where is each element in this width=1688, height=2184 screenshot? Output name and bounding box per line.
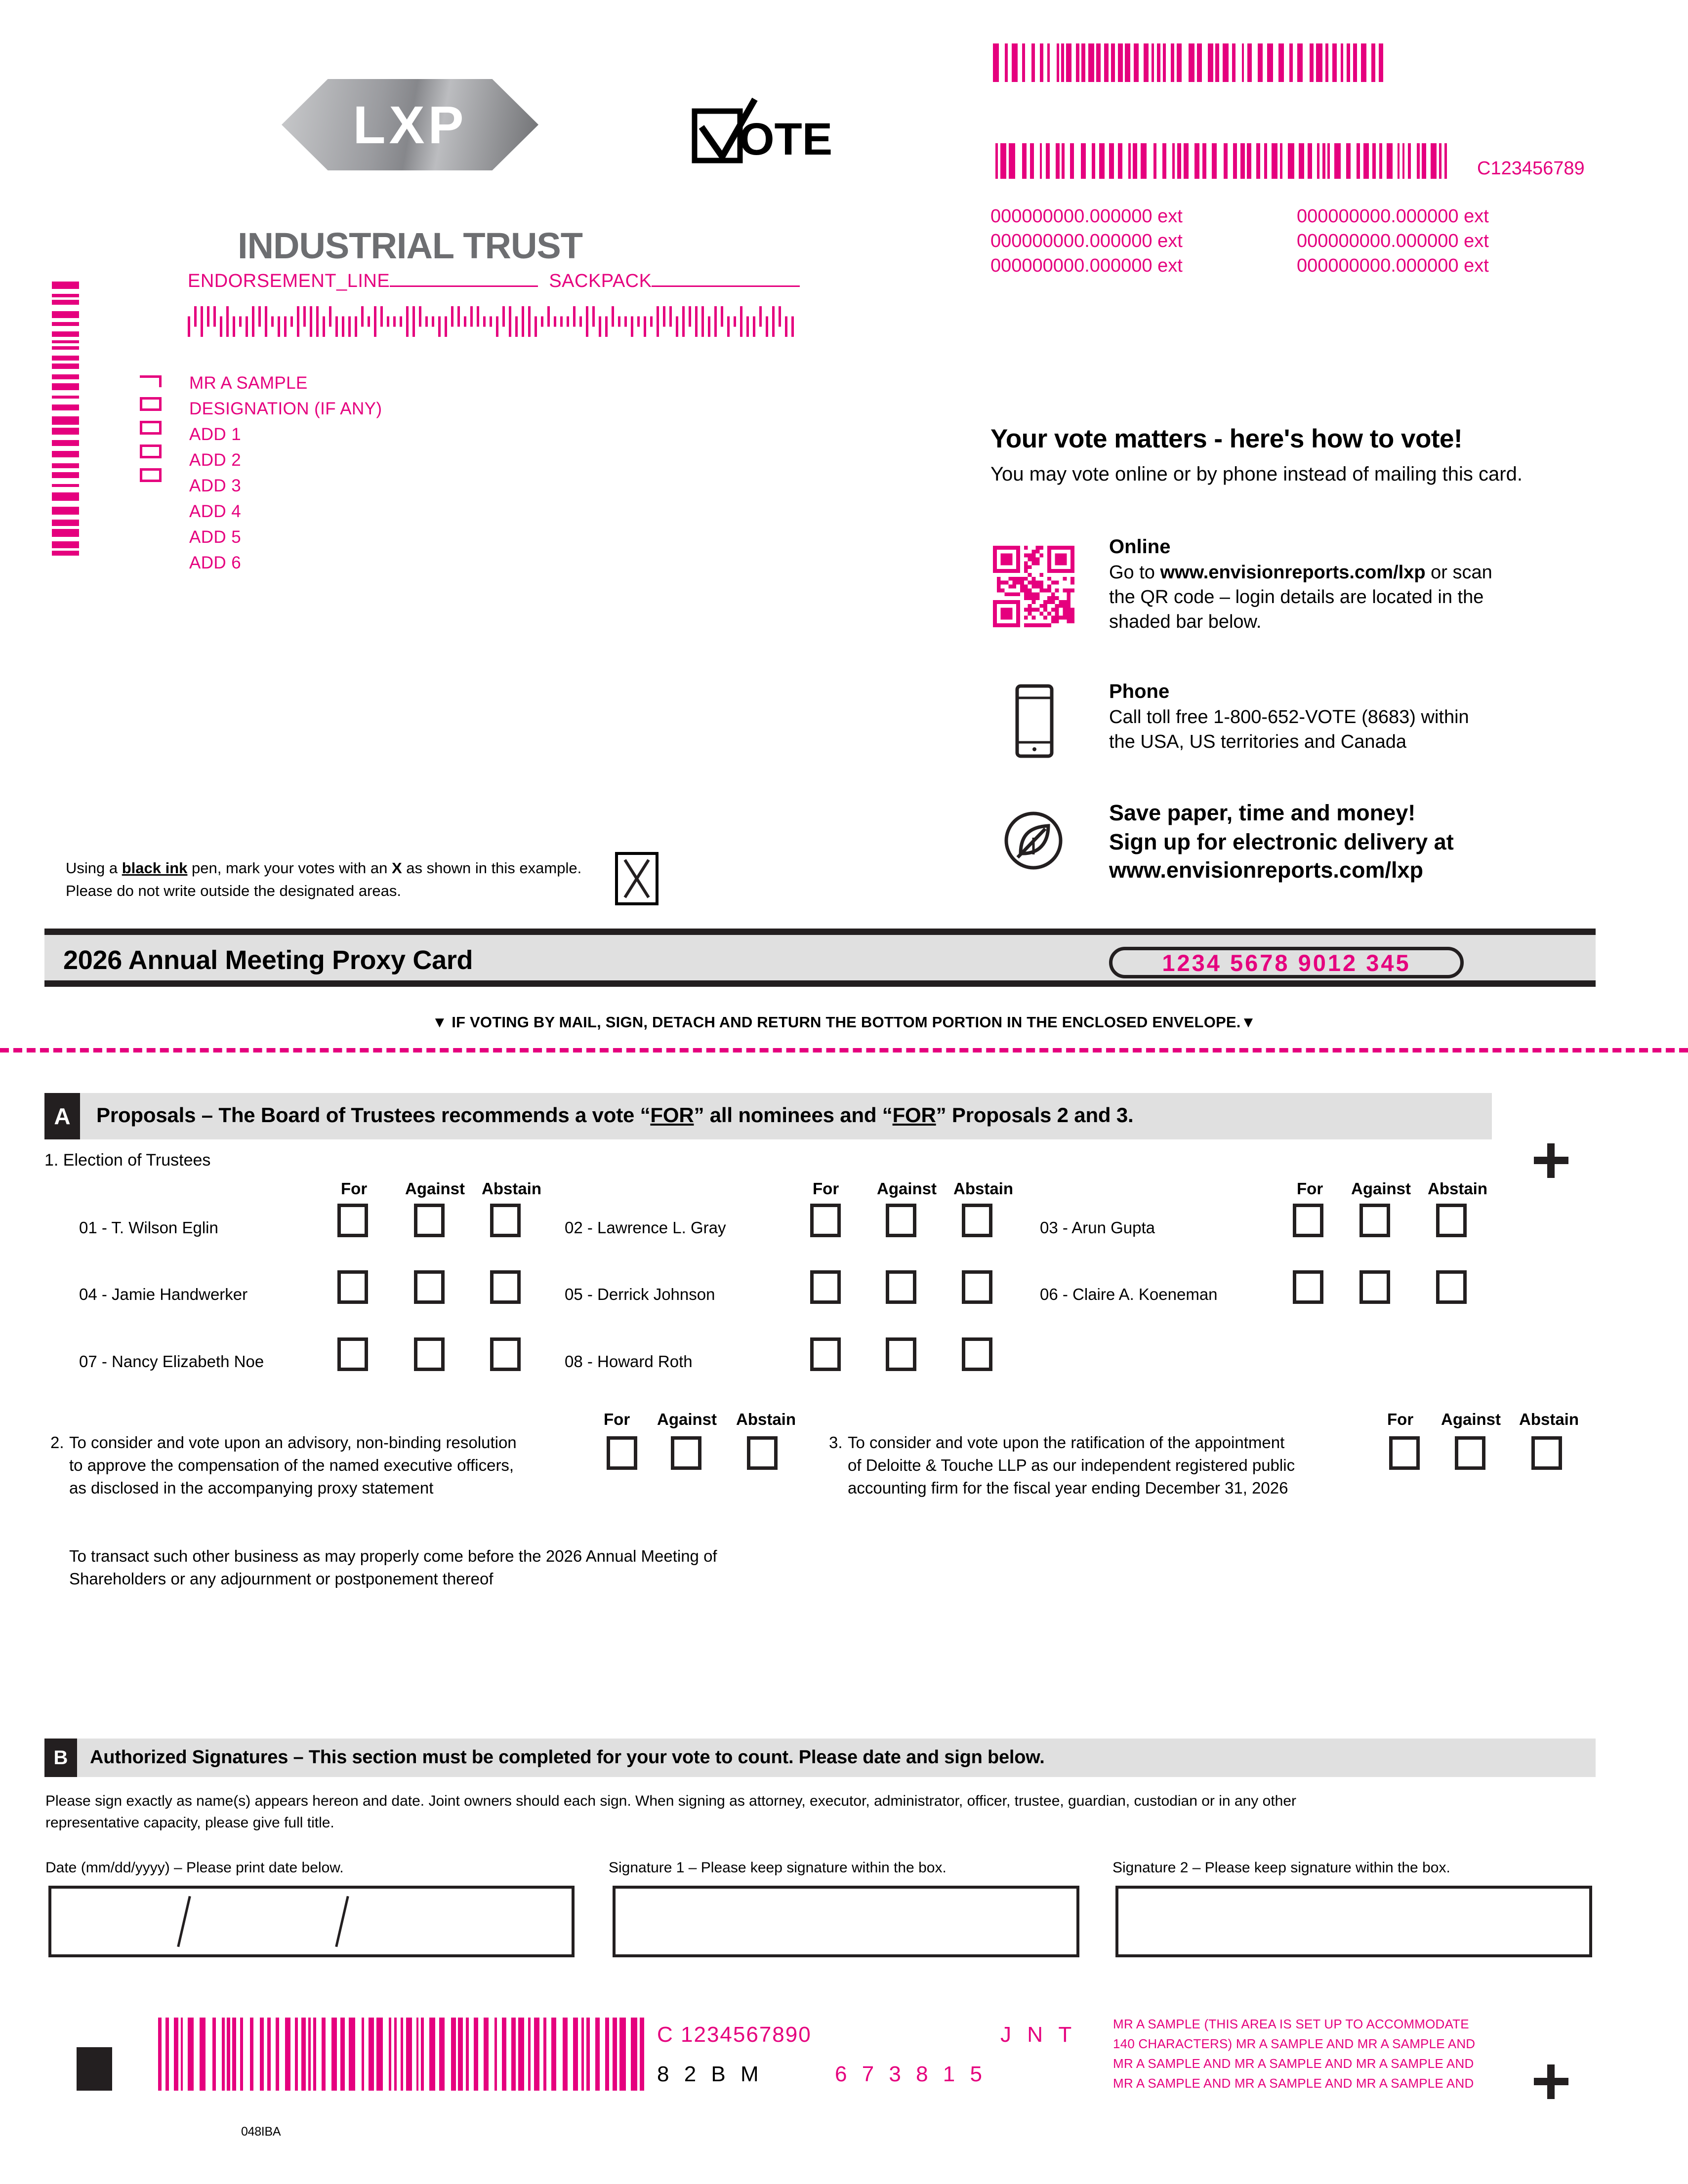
endorsement-blank — [390, 285, 538, 287]
ink-line2: Please do not write outside the designated areas. — [66, 882, 402, 899]
section-a-heading — [96, 1103, 1133, 1127]
sample-line: MR A SAMPLE AND MR A SAMPLE AND MR A SAMPLE AND — [1113, 2076, 1474, 2091]
vote-checkbox-05-for[interactable] — [810, 1270, 841, 1304]
vote-checkbox-08-for[interactable] — [810, 1337, 841, 1371]
vote-matters-subtitle: You may vote online or by phone instead of mailing this card. — [990, 463, 1523, 485]
vote-checkbox-07-against[interactable] — [414, 1337, 445, 1371]
secA-for2: FOR — [892, 1103, 936, 1127]
nominee-label: 02 - Lawrence L. Gray — [565, 1218, 726, 1237]
vote-checkbox-p2-abstain[interactable] — [747, 1436, 778, 1470]
nominee-label: 04 - Jamie Handwerker — [79, 1285, 248, 1303]
sig-note-line1: Please sign exactly as name(s) appears hereon and date. Joint owners should each sign. When signing as attorney, executor, administrator, officer, trustee, guardian, custodian or in any other — [45, 1793, 1297, 1809]
ext-value: 000000000.000000 ext — [1297, 206, 1489, 227]
vote-checkbox-08-against[interactable] — [886, 1337, 916, 1371]
p2-col-header-for: For — [604, 1410, 630, 1428]
vote-checkbox-01-against[interactable] — [414, 1204, 445, 1237]
col-header-abstain: Abstain — [1428, 1179, 1488, 1198]
p2-line2: to approve the compensation of the named executive officers, — [69, 1456, 514, 1474]
online-line2: the QR code – login details are located in the — [1109, 587, 1484, 607]
endorsement-line — [188, 271, 800, 292]
ink-text-a: Using a — [66, 859, 122, 877]
p2-col-header-abstain: Abstain — [736, 1410, 796, 1428]
vote-checkbox-07-for[interactable] — [337, 1337, 368, 1371]
proposal-3-text — [829, 1431, 1371, 1499]
date-field-label: Date (mm/dd/yyyy) – Please print date below. — [45, 1860, 344, 1876]
address-line: ADD 5 — [189, 527, 242, 547]
col-header-against: Against — [877, 1179, 937, 1198]
nominee-label: 03 - Arun Gupta — [1040, 1218, 1155, 1237]
ext-value: 000000000.000000 ext — [990, 231, 1183, 251]
ink-text-e: as shown in this example. — [402, 859, 582, 877]
col-header-for: For — [813, 1179, 839, 1198]
col-header-against: Against — [1351, 1179, 1411, 1198]
proposal-2-text — [50, 1431, 588, 1499]
secA-mid: ” all nominees and “ — [694, 1103, 893, 1127]
p3-line3: accounting firm for the fiscal year ending December 31, 2026 — [848, 1479, 1288, 1497]
imb-address-barcode — [188, 306, 798, 337]
x-letter: X — [391, 859, 402, 877]
online-line3: shaded bar below. — [1109, 611, 1262, 632]
nominee-label: 05 - Derrick Johnson — [565, 1285, 715, 1303]
vote-checkbox-p2-against[interactable] — [671, 1436, 701, 1470]
online-voting-info — [1109, 536, 1603, 634]
phone-line1: Call toll free 1-800-652-VOTE (8683) within — [1109, 707, 1469, 728]
address-line: ADD 2 — [189, 450, 242, 470]
c-number-top: C123456789 — [1477, 158, 1585, 179]
vote-checkbox-03-abstain[interactable] — [1436, 1204, 1467, 1237]
phone-line2: the USA, US territories and Canada — [1109, 731, 1406, 752]
leaf-no-paper-icon — [1003, 810, 1065, 872]
vote-checkbox-04-for[interactable] — [337, 1270, 368, 1304]
vote-checkbox-p2-for[interactable] — [607, 1436, 637, 1470]
save-heading: Save paper, time and money! — [1109, 800, 1416, 825]
online-url[interactable]: www.envisionreports.com/lxp — [1160, 562, 1426, 583]
sample-line: 140 CHARACTERS) MR A SAMPLE AND MR A SAMPLE AND — [1113, 2036, 1476, 2051]
item1-label: 1. Election of Trustees — [44, 1151, 211, 1170]
electronic-delivery-info — [1109, 800, 1603, 884]
signature2-label: Signature 2 – Please keep signature within the box. — [1112, 1860, 1450, 1876]
top-barcode-2 — [995, 143, 1452, 179]
registration-cross-top — [1534, 1143, 1568, 1178]
sample-line: MR A SAMPLE AND MR A SAMPLE AND MR A SAMPLE AND — [1113, 2056, 1474, 2071]
signature1-input-box[interactable] — [613, 1886, 1079, 1957]
save-line1: Sign up for electronic delivery at — [1109, 829, 1454, 854]
p3-line2: of Deloitte & Touche LLP as our independent registered public — [848, 1456, 1295, 1474]
x-mark-example-box — [615, 852, 659, 905]
vote-checkbox-04-abstain[interactable] — [490, 1270, 521, 1304]
vote-matters-title: Your vote matters - here's how to vote! — [990, 424, 1463, 453]
ext-value: 000000000.000000 ext — [990, 206, 1183, 227]
vote-checkbox-03-against[interactable] — [1359, 1204, 1390, 1237]
vote-checkmark-logo — [692, 96, 845, 165]
date-input-box[interactable] — [48, 1886, 575, 1957]
vote-checkbox-01-abstain[interactable] — [490, 1204, 521, 1237]
lxp-hexagon-logo — [282, 79, 538, 170]
address-line: ADD 4 — [189, 502, 242, 521]
code-82bm: 8 2 B M — [657, 2062, 763, 2086]
online-heading: Online — [1109, 536, 1171, 558]
recipient-address-block — [189, 370, 382, 576]
address-line: DESIGNATION (IF ANY) — [189, 399, 382, 418]
ext-values-right-column — [1297, 204, 1489, 278]
address-line: MR A SAMPLE — [189, 373, 308, 393]
address-mark-glyphs — [140, 375, 170, 492]
vote-checkbox-06-abstain[interactable] — [1436, 1270, 1467, 1304]
company-name: INDUSTRIAL TRUST — [238, 225, 582, 266]
p2-line1: To consider and vote upon an advisory, non-binding resolution — [69, 1433, 517, 1452]
nominee-label: 06 - Claire A. Koeneman — [1040, 1285, 1218, 1303]
mail-detach-notice: ▼ IF VOTING BY MAIL, SIGN, DETACH AND RETURN THE BOTTOM PORTION IN THE ENCLOSED ENVELOPE.▼ — [432, 1013, 1256, 1031]
vote-checkbox-01-for[interactable] — [337, 1204, 368, 1237]
vote-checkbox-p3-for[interactable] — [1389, 1436, 1420, 1470]
ext-value: 000000000.000000 ext — [990, 255, 1183, 276]
other-business-text — [69, 1545, 717, 1590]
code-673815: 6 7 3 8 1 5 — [835, 2062, 987, 2086]
vote-checkbox-p3-against[interactable] — [1455, 1436, 1485, 1470]
section-b-heading: Authorized Signatures – This section must be completed for your vote to count. Please date and sign below. — [90, 1747, 1045, 1768]
vote-checkbox-07-abstain[interactable] — [490, 1337, 521, 1371]
ink-text-c: pen, mark your votes with an — [187, 859, 392, 877]
sample-line: MR A SAMPLE (THIS AREA IS SET UP TO ACCOMMODATE — [1113, 2017, 1469, 2031]
vote-checkbox-05-abstain[interactable] — [962, 1270, 992, 1304]
control-number-badge — [1109, 947, 1464, 978]
vote-checkbox-03-for[interactable] — [1293, 1204, 1323, 1237]
address-line: ADD 1 — [189, 425, 242, 444]
black-ink-emphasis: black ink — [122, 859, 188, 877]
sackpack-blank — [652, 285, 800, 287]
sig-note-line2: representative capacity, please give full title. — [45, 1815, 334, 1831]
p3-line1: To consider and vote upon the ratification of the appointment — [848, 1433, 1285, 1452]
other-business-line1: To transact such other business as may properly come before the 2026 Annual Meeting of — [69, 1547, 717, 1565]
section-a-letter: A — [44, 1093, 80, 1139]
mobile-phone-icon — [1015, 684, 1054, 758]
proposal-3-number: 3. — [829, 1433, 843, 1452]
sackpack-label: SACKPACK — [549, 271, 652, 291]
form-code: 048IBA — [241, 2125, 281, 2139]
p3-col-header-for: For — [1387, 1410, 1414, 1428]
ext-value: 000000000.000000 ext — [1297, 231, 1489, 251]
left-vertical-barcode — [52, 282, 79, 558]
address-line: ADD 6 — [189, 553, 242, 572]
vote-checkbox-06-against[interactable] — [1359, 1270, 1390, 1304]
signature1-label: Signature 1 – Please keep signature within the box. — [609, 1860, 947, 1876]
endorsement-label: ENDORSEMENT_LINE — [188, 271, 390, 291]
vote-checkbox-08-abstain[interactable] — [962, 1337, 992, 1371]
signature-instructions — [45, 1790, 1602, 1834]
top-barcode-1 — [993, 43, 1383, 82]
black-registration-mark — [77, 2047, 112, 2091]
registration-cross-bottom — [1534, 2064, 1568, 2099]
vote-checkbox-02-abstain[interactable] — [962, 1204, 992, 1237]
sample-accommodation-text — [1113, 2014, 1475, 2093]
jnt-code: J N T — [1000, 2022, 1077, 2047]
bottom-barcode — [158, 2018, 647, 2091]
other-business-line2: Shareholders or any adjournment or postponement thereof — [69, 1570, 494, 1588]
vote-checkbox-p3-abstain[interactable] — [1531, 1436, 1562, 1470]
col-header-for: For — [341, 1179, 368, 1198]
vote-checkbox-02-against[interactable] — [886, 1204, 916, 1237]
save-line2[interactable]: www.envisionreports.com/lxp — [1109, 857, 1423, 883]
vote-checkbox-05-against[interactable] — [886, 1270, 916, 1304]
secA-for1: FOR — [650, 1103, 694, 1127]
col-header-abstain: Abstain — [482, 1179, 542, 1198]
online-line1-pre: Go to — [1109, 562, 1160, 583]
ext-values-left-column — [990, 204, 1183, 278]
nominee-label: 07 - Nancy Elizabeth Noe — [79, 1352, 264, 1371]
col-header-abstain: Abstain — [953, 1179, 1014, 1198]
proposal-2-number: 2. — [50, 1433, 64, 1452]
secA-post: ” Proposals 2 and 3. — [936, 1103, 1134, 1127]
p3-col-header-against: Against — [1441, 1410, 1501, 1428]
vote-checkbox-02-for[interactable] — [810, 1204, 841, 1237]
signature2-input-box[interactable] — [1115, 1886, 1592, 1957]
section-b-letter: B — [44, 1739, 77, 1777]
ext-value: 000000000.000000 ext — [1297, 255, 1489, 276]
phone-voting-info — [1109, 681, 1603, 754]
marking-instructions — [66, 857, 581, 902]
vote-checkbox-04-against[interactable] — [414, 1270, 445, 1304]
control-number: 1234 5678 9012 345 — [1162, 949, 1411, 976]
online-line1-post: or scan — [1425, 562, 1492, 583]
nominee-label: 08 - Howard Roth — [565, 1352, 693, 1371]
secA-pre: Proposals – The Board of Trustees recommends a vote “ — [96, 1103, 651, 1127]
logo-text: LXP — [353, 95, 467, 155]
nominee-label: 01 - T. Wilson Eglin — [79, 1218, 218, 1237]
address-line: ADD 3 — [189, 476, 242, 495]
vote-checkbox-06-for[interactable] — [1293, 1270, 1323, 1304]
col-header-for: For — [1297, 1179, 1323, 1198]
phone-heading: Phone — [1109, 681, 1170, 702]
page-title: 2026 Annual Meeting Proxy Card — [63, 945, 473, 975]
p2-line3: as disclosed in the accompanying proxy statement — [69, 1479, 434, 1497]
p3-col-header-abstain: Abstain — [1519, 1410, 1579, 1428]
c-number-bottom: C 1234567890 — [657, 2022, 812, 2047]
col-header-against: Against — [405, 1179, 465, 1198]
p2-col-header-against: Against — [657, 1410, 717, 1428]
qr-code-icon[interactable] — [993, 546, 1074, 627]
svg-text:OTE: OTE — [739, 114, 833, 164]
perforation-line — [0, 1048, 1688, 1052]
